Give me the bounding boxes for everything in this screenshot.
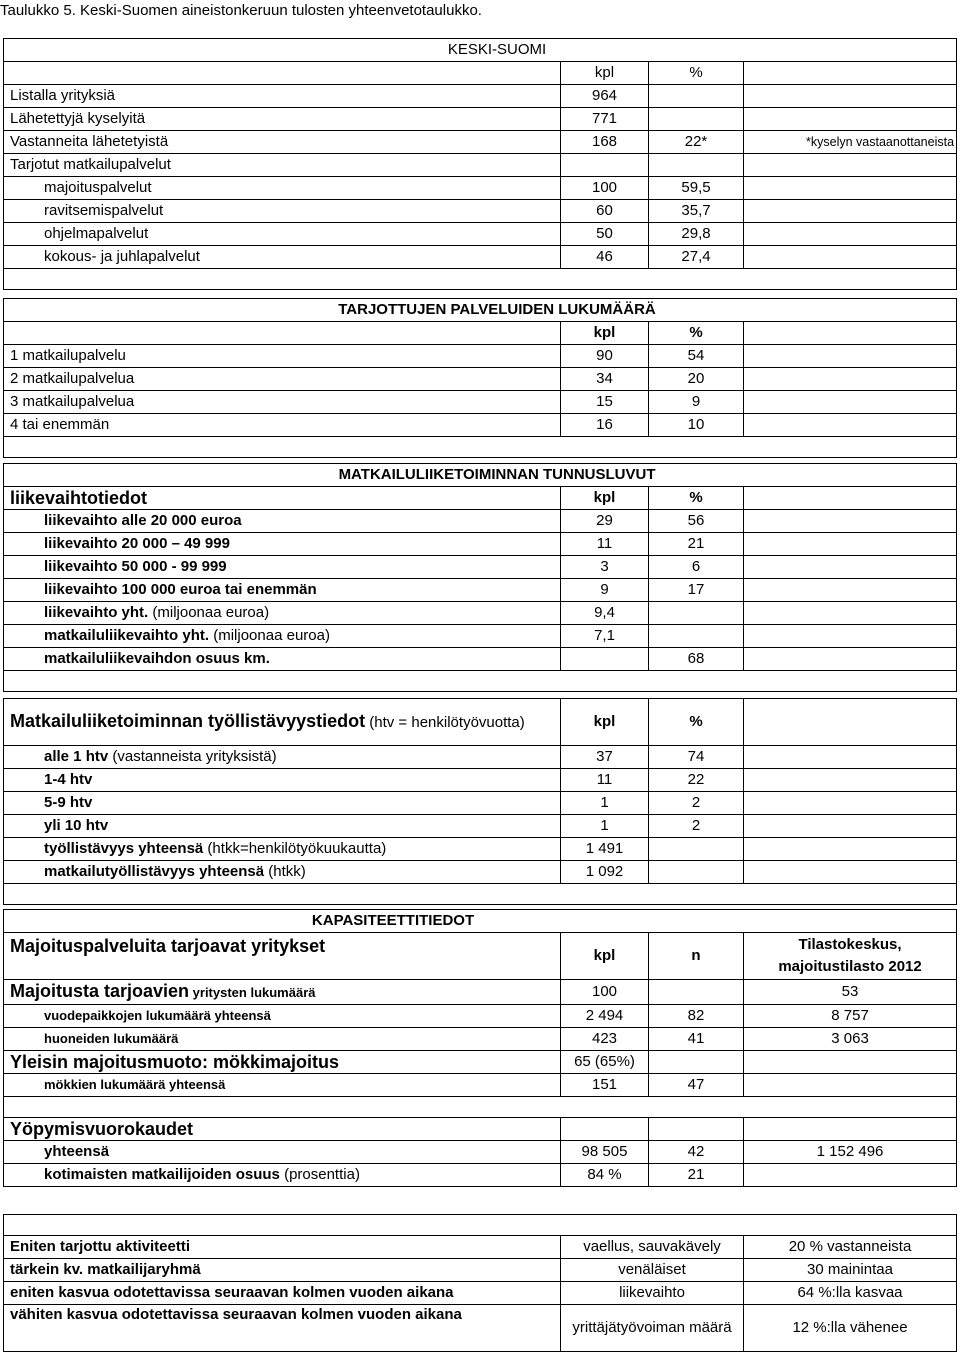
- row-value: vaellus, sauvakävely: [561, 1236, 744, 1259]
- table-row: [4, 1236, 957, 1259]
- kpl-value: 168: [561, 131, 649, 154]
- kpl-value: 964: [561, 85, 649, 108]
- row-label: Majoitusta tarjoavien: [10, 981, 190, 1001]
- table-row: [4, 299, 957, 322]
- table-row: [4, 1215, 957, 1236]
- row-label: vähiten kasvua odotettavissa seuraavan kolmen vuoden aikana: [4, 1305, 561, 1352]
- pct-value: 22: [649, 769, 744, 792]
- table-row: [4, 437, 957, 458]
- pct-value: 2: [649, 815, 744, 838]
- kpl-value: 423: [561, 1028, 649, 1051]
- row-label: 5-9 htv: [4, 792, 561, 815]
- row-label: kokous- ja juhlapalvelut: [4, 246, 561, 269]
- kpl-value: 7,1: [561, 625, 649, 648]
- table-row: [4, 648, 957, 671]
- table-row: [4, 510, 957, 533]
- table-row: [4, 1282, 957, 1305]
- column-header-pct: %: [649, 699, 744, 746]
- row-label: liikevaihto 20 000 – 49 999: [4, 533, 561, 556]
- row-label: 3 matkailupalvelua: [4, 391, 561, 414]
- table-row: [4, 1005, 957, 1028]
- table-row: [4, 910, 957, 933]
- table-row: [4, 1141, 957, 1164]
- table-row: [4, 699, 957, 746]
- row-value: venäläiset: [561, 1259, 744, 1282]
- kpl-value: 29: [561, 510, 649, 533]
- table-row: [4, 177, 957, 200]
- table-row: [4, 1305, 957, 1352]
- kpl-value: 60: [561, 200, 649, 223]
- statistics-value: 30 mainintaa: [744, 1259, 957, 1282]
- table-row: [4, 671, 957, 692]
- table-row: [4, 933, 957, 980]
- table-row: [4, 1051, 957, 1074]
- section-title: KAPASITEETTITIEDOT: [4, 910, 957, 933]
- row-label: Yleisin majoitusmuoto: mökkimajoitus: [4, 1051, 561, 1074]
- section-heading: Majoituspalveluita tarjoavat yritykset: [4, 933, 561, 980]
- column-header-kpl: kpl: [561, 699, 649, 746]
- kpl-value: 1: [561, 815, 649, 838]
- row-label: Vastanneita lähetetyistä: [4, 131, 561, 154]
- row-label: alle 1 htv: [44, 748, 109, 765]
- column-header-pct: %: [649, 322, 744, 345]
- table-row: [4, 792, 957, 815]
- table-row: [4, 625, 957, 648]
- table-row: [4, 838, 957, 861]
- row-label: ravitsemispalvelut: [4, 200, 561, 223]
- pct-value: 59,5: [649, 177, 744, 200]
- row-label: Eniten tarjottu aktiviteetti: [4, 1236, 561, 1259]
- table-row: [4, 85, 957, 108]
- table-caption: Taulukko 5. Keski-Suomen aineistonkeruun tulosten yhteenvetotaulukko.: [0, 2, 482, 19]
- kpl-value: 3: [561, 556, 649, 579]
- table-row: [4, 1028, 957, 1051]
- kpl-value: 9: [561, 579, 649, 602]
- table-row: [4, 154, 957, 177]
- table-row: [4, 1259, 957, 1282]
- kpl-value: 9,4: [561, 602, 649, 625]
- table-row: [4, 1074, 957, 1097]
- kpl-value: 50: [561, 223, 649, 246]
- table-row: [4, 345, 957, 368]
- kpl-value: 771: [561, 108, 649, 131]
- pct-value: 6: [649, 556, 744, 579]
- row-label: mökkien lukumäärä yhteensä: [4, 1074, 561, 1097]
- table-row: [4, 746, 957, 769]
- column-header-kpl: kpl: [561, 487, 649, 510]
- row-label: eniten kasvua odotettavissa seuraavan kolmen vuoden aikana: [4, 1282, 561, 1305]
- row-label: huoneiden lukumäärä: [4, 1028, 561, 1051]
- kpl-value: 1: [561, 792, 649, 815]
- n-value: 21: [649, 1164, 744, 1187]
- table-row: [4, 108, 957, 131]
- row-label: tärkein kv. matkailijaryhmä: [4, 1259, 561, 1282]
- statistics-value: 8 757: [744, 1005, 957, 1028]
- row-label: työllistävyys yhteensä: [44, 840, 204, 857]
- row-label: matkailuliikevaihdon osuus km.: [4, 648, 561, 671]
- table-row: [4, 200, 957, 223]
- row-label: matkailutyöllistävyys yhteensä: [44, 863, 265, 880]
- service-count-table: [3, 298, 957, 458]
- kpl-value: 151: [561, 1074, 649, 1097]
- section-heading: Yöpymisvuorokaudet: [4, 1118, 561, 1141]
- column-header-kpl: kpl: [561, 933, 649, 980]
- keski-suomi-summary-table: [3, 38, 957, 290]
- table-row: [4, 861, 957, 884]
- row-label: liikevaihto 100 000 euroa tai enemmän: [4, 579, 561, 602]
- table-row: [4, 322, 957, 345]
- row-label: 1-4 htv: [4, 769, 561, 792]
- row-label-suffix: yritysten lukumäärä: [189, 985, 316, 1000]
- section-heading: liikevaihtotiedot: [4, 487, 561, 510]
- column-header-kpl: kpl: [561, 322, 649, 345]
- pct-value: 29,8: [649, 223, 744, 246]
- statistics-value: 3 063: [744, 1028, 957, 1051]
- table-row: [4, 487, 957, 510]
- table-row: [4, 223, 957, 246]
- row-label-suffix: (vastanneista yrityksistä): [108, 748, 277, 765]
- kpl-value: 16: [561, 414, 649, 437]
- table-row: [4, 131, 957, 154]
- section-heading: Matkailuliiketoiminnan työllistävyystiedot: [10, 711, 366, 731]
- column-header-pct: %: [649, 487, 744, 510]
- column-header-n: n: [649, 933, 744, 980]
- capacity-table: [3, 909, 957, 1187]
- kpl-value: 34: [561, 368, 649, 391]
- row-label: majoituspalvelut: [4, 177, 561, 200]
- n-value: 47: [649, 1074, 744, 1097]
- kpl-value: 15: [561, 391, 649, 414]
- row-label-suffix: (miljoonaa euroa): [209, 627, 330, 644]
- kpl-value: 11: [561, 533, 649, 556]
- kpl-value: 98 505: [561, 1141, 649, 1164]
- revenue-table: [3, 463, 957, 692]
- statistics-value: 12 %:lla vähenee: [744, 1305, 957, 1352]
- kpl-value: 84 %: [561, 1164, 649, 1187]
- kpl-value: 46: [561, 246, 649, 269]
- row-label: liikevaihto yht.: [44, 604, 149, 621]
- statistics-value: 53: [744, 980, 957, 1005]
- table-row: [4, 980, 957, 1005]
- row-label: liikevaihto 50 000 - 99 999: [4, 556, 561, 579]
- column-header-pct: %: [649, 62, 744, 85]
- table-row: [4, 579, 957, 602]
- kpl-value: 100: [561, 177, 649, 200]
- row-label-suffix: (prosenttia): [279, 1166, 360, 1183]
- section-title: MATKAILULIIKETOIMINNAN TUNNUSLUVUT: [4, 464, 957, 487]
- row-label: yli 10 htv: [4, 815, 561, 838]
- pct-value: 22*: [649, 131, 744, 154]
- row-label: kotimaisten matkailijoiden osuus: [44, 1166, 280, 1183]
- kpl-value: 11: [561, 769, 649, 792]
- pct-value: 27,4: [649, 246, 744, 269]
- pct-value: 54: [649, 345, 744, 368]
- pct-value: 56: [649, 510, 744, 533]
- n-value: 42: [649, 1141, 744, 1164]
- column-header-kpl: kpl: [561, 62, 649, 85]
- kpl-value: 37: [561, 746, 649, 769]
- statistics-value: 64 %:lla kasvaa: [744, 1282, 957, 1305]
- pct-value: 35,7: [649, 200, 744, 223]
- table-row: [4, 769, 957, 792]
- row-label: yhteensä: [4, 1141, 561, 1164]
- row-label: 2 matkailupalvelua: [4, 368, 561, 391]
- table-row: [4, 269, 957, 290]
- row-label: matkailuliikevaihto yht.: [44, 627, 210, 644]
- row-label: vuodepaikkojen lukumäärä yhteensä: [4, 1005, 561, 1028]
- employment-table: [3, 698, 957, 905]
- table-row: [4, 391, 957, 414]
- pct-value: 20: [649, 368, 744, 391]
- statistics-value: 1 152 496: [744, 1141, 957, 1164]
- table-row: [4, 39, 957, 62]
- table-row: [4, 533, 957, 556]
- kpl-value: 90: [561, 345, 649, 368]
- row-value: liikevaihto: [561, 1282, 744, 1305]
- pct-value: 68: [649, 648, 744, 671]
- row-value: yrittäjätyövoiman määrä: [561, 1305, 744, 1352]
- row-label-suffix: (htkk=henkilötyökuukautta): [203, 840, 387, 857]
- table-row: [4, 246, 957, 269]
- row-label: ohjelmapalvelut: [4, 223, 561, 246]
- pct-value: 74: [649, 746, 744, 769]
- row-label: liikevaihto alle 20 000 euroa: [4, 510, 561, 533]
- kpl-value: 2 494: [561, 1005, 649, 1028]
- row-label: 4 tai enemmän: [4, 414, 561, 437]
- row-label: Tarjotut matkailupalvelut: [4, 154, 561, 177]
- section-heading-suffix: (htv = henkilötyövuotta): [365, 714, 525, 731]
- row-label-suffix: (htkk): [264, 863, 306, 880]
- statistics-value: 20 % vastanneista: [744, 1236, 957, 1259]
- pct-value: 2: [649, 792, 744, 815]
- table-row: [4, 1097, 957, 1118]
- row-label: Listalla yrityksiä: [4, 85, 561, 108]
- column-header-statistics: Tilastokeskus, majoitustilasto 2012: [744, 933, 957, 980]
- section-title: KESKI-SUOMI: [4, 39, 957, 62]
- table-row: [4, 464, 957, 487]
- row-label: Lähetettyjä kyselyitä: [4, 108, 561, 131]
- table-row: [4, 815, 957, 838]
- table-row: [4, 556, 957, 579]
- table-row: [4, 1118, 957, 1141]
- pct-value: 9: [649, 391, 744, 414]
- table-row: [4, 368, 957, 391]
- kpl-value: 1 491: [561, 838, 649, 861]
- n-value: 82: [649, 1005, 744, 1028]
- pct-value: 10: [649, 414, 744, 437]
- footnote: *kyselyn vastaanottaneista: [744, 131, 957, 154]
- pct-value: 17: [649, 579, 744, 602]
- kpl-value: 1 092: [561, 861, 649, 884]
- kpl-value: 65 (65%): [561, 1051, 649, 1074]
- n-value: 41: [649, 1028, 744, 1051]
- table-row: [4, 602, 957, 625]
- pct-value: 21: [649, 533, 744, 556]
- table-row: [4, 1164, 957, 1187]
- activities-table: [3, 1214, 957, 1352]
- section-title: TARJOTTUJEN PALVELUIDEN LUKUMÄÄRÄ: [4, 299, 957, 322]
- row-label-suffix: (miljoonaa euroa): [148, 604, 270, 621]
- table-row: [4, 62, 957, 85]
- kpl-value: 100: [561, 980, 649, 1005]
- table-row: [4, 884, 957, 905]
- table-row: [4, 414, 957, 437]
- row-label: 1 matkailupalvelu: [4, 345, 561, 368]
